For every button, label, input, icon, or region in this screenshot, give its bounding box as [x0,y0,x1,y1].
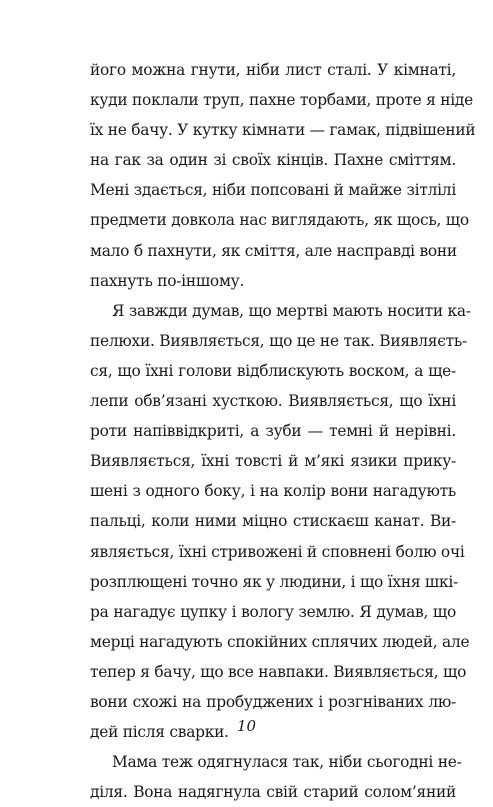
text-line: його можна гнути, ніби лист сталі. У кімнаті, [90,61,456,79]
text-line: шені з одного боку, і на колір вони нагадують [90,482,456,501]
text-line: мало б пахнути, як сміття, але насправді вони [90,241,457,260]
text-line: вони схожі на пробуджених і розгніваних лю- [90,692,456,711]
text-line: пахнуть по-іншому. [90,271,245,290]
text-line: ся, що їхні голови відблискують воском, а ще- [90,361,456,380]
text-line: на гак за один зі своїх кінців. Пахне сміттям. [90,151,456,170]
text-line: являється, їхні стривожені й сповнені болю очі [90,542,465,561]
text-line: ра нагадує цупку і вологу землю. Я думав, що [90,602,456,621]
text-line: тепер я бачу, що все навпаки. Виявляється, що [90,662,467,681]
text-line: розплющені точно як у людини, і що їхня шкі- [90,572,458,591]
text-line: Мені здається, ніби попсовані й майже зітлілі [90,181,456,200]
text-line: роти напіввідкриті, а зуби — темні й нерівні. [90,422,456,441]
text-line: їх не бачу. У кутку кімнати — гамак, підвішений [90,121,476,140]
page-number: 10 [236,717,257,735]
text-line: дей після сварки. [90,723,229,742]
text-line: лепи обв’язані хусткою. Виявляється, що їхні [90,392,456,411]
text-line: мерці нагадують спокійних сплячих людей, але [90,632,470,651]
text-line: куди поклали труп, пахне торбами, проте я ніде [90,91,474,110]
text-line: Я завжди думав, що мертві мають носити ка- [112,301,471,320]
text-line: Мама теж одягнулася так, ніби сьогодні не- [112,753,462,772]
text-line: Виявляється, їхні товсті й м’які язики прику- [90,452,456,471]
text-line: діля. Вона надягнула свій старий солом’яний [90,783,456,802]
text-line: пелюхи. Виявляється, що це не так. Виявляєть- [90,331,467,350]
text-line: предмети довкола нас виглядають, як щось, що [90,211,469,230]
page-body [90,55,476,807]
text-line: пальці, коли ними міцно стискаєш канат. Ви- [90,512,456,531]
